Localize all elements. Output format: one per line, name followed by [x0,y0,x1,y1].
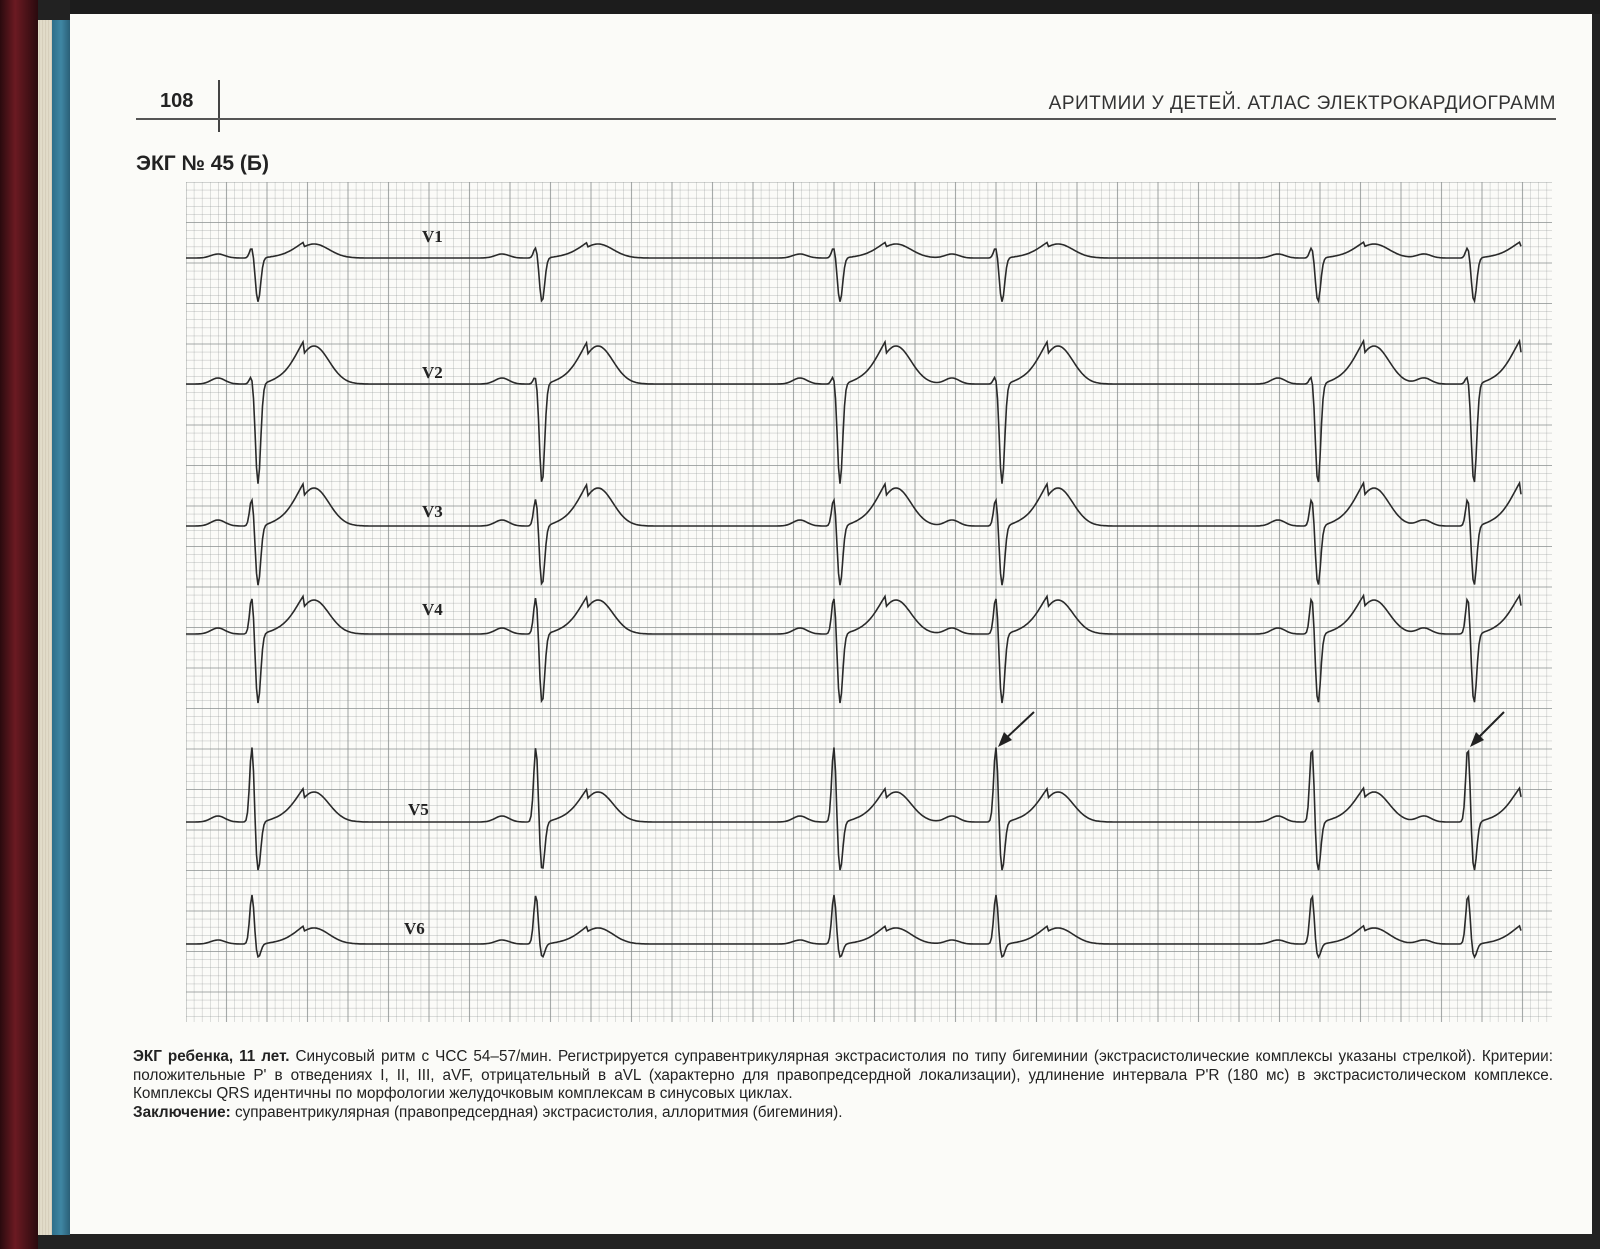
arrow-icon [1470,712,1504,747]
ecg-trace-v6 [186,895,1521,957]
ecg-trace-v2 [186,341,1521,484]
conclusion-paragraph [133,1104,1553,1123]
lead-label-v6: V6 [404,919,425,938]
caption-lead: ЭКГ ребенка, 11 лет. [133,1048,290,1065]
lead-label-v1: V1 [422,227,443,246]
ecg-trace-v5 [186,748,1521,871]
lead-label-v4: V4 [422,600,443,619]
book-cover-edge [52,20,70,1235]
lead-label-v2: V2 [422,363,443,382]
page-number: 108 [160,90,194,112]
ecg-strip [186,182,1552,1022]
running-title: АРИТМИИ У ДЕТЕЙ. АТЛАС ЭЛЕКТРОКАРДИОГРАММ [1048,93,1556,114]
figure-caption [133,1048,1553,1122]
ecg-traces [186,242,1521,957]
ecg-figure-title: ЭКГ № 45 (Б) [136,152,270,175]
extrasystole-arrows [998,712,1504,747]
ecg-grid-minor [186,182,1552,1022]
ecg-trace-v3 [186,483,1521,585]
header-rule [136,118,1556,120]
header-divider [218,80,220,132]
book-spine [0,0,38,1249]
ecg-trace-v4 [186,596,1521,703]
lead-label-v5: V5 [408,800,429,819]
ecg-figure [186,182,1552,1022]
caption-paragraph [133,1048,1553,1104]
conclusion-label: Заключение: [133,1103,231,1121]
caption-text: Синусовый ритм с ЧСС 54–57/мин. Регистрируется суправентрикулярная экстрасистолия по типу бигеминии (экстрасистолические комплексы указаны стрелкой). Критерии: положительные P' в отведениях I, II, III, aVF, отрицательный в aVL (характерно для правопредсердной локализации), удлинение интервала P'R (180 мс) в экстрасистолическом комплексе. Комплексы QRS идентичны по морфологии желудочковым комплексам в синусовых циклах. [133,1048,1553,1102]
scan-shadow [70,0,1600,14]
page-edges [38,20,52,1235]
ecg-grid-major [186,182,1552,1022]
lead-label-v3: V3 [422,502,443,521]
conclusion-text: суправентрикулярная (правопредсердная) экстрасистолия, аллоритмия (бигеминия). [230,1103,843,1121]
ecg-trace-v1 [186,242,1521,302]
